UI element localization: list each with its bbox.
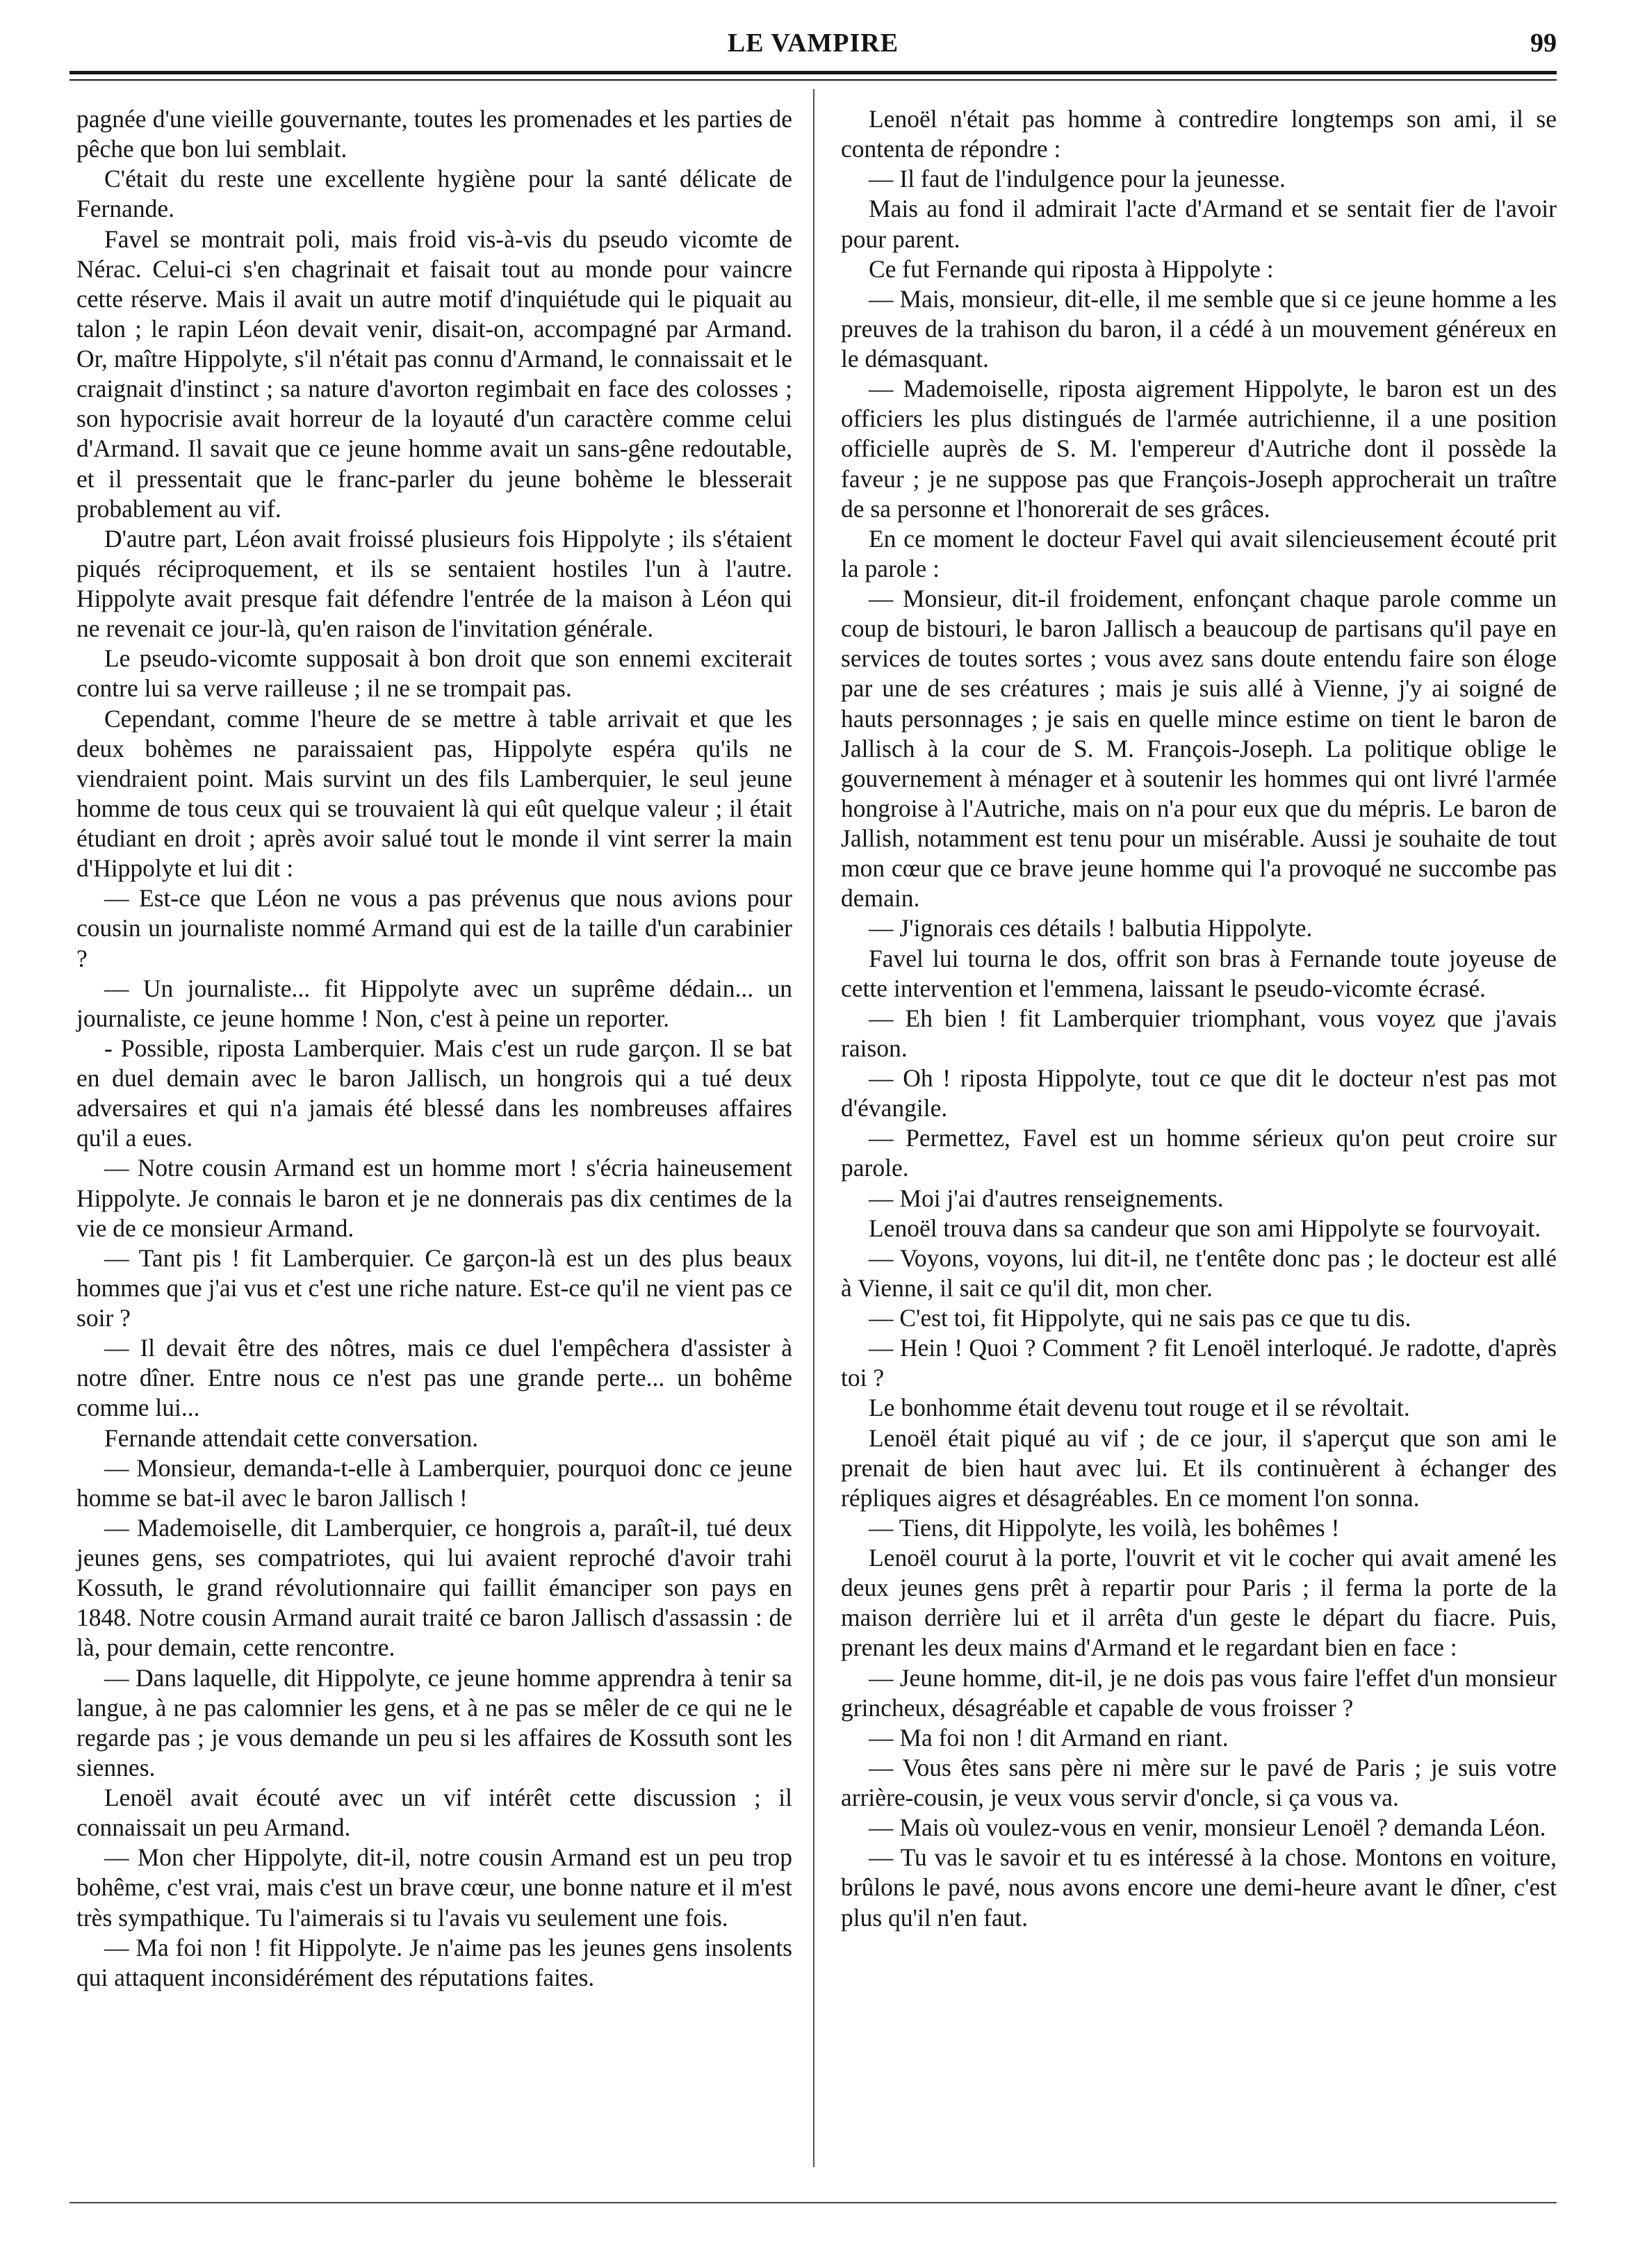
paragraph: — Jeune homme, dit-il, je ne dois pas vous faire l'effet d'un monsieur grincheux, désagréable et capable de vous froisser ? xyxy=(841,1663,1557,1722)
paragraph: Lenoël n'était pas homme à contredire longtemps son ami, il se contenta de répondre : xyxy=(841,105,1557,163)
paragraph: — Vous êtes sans père ni mère sur le pavé de Paris ; je suis votre arrière-cousin, je veux vous servir d'oncle, si ça vous va. xyxy=(841,1753,1557,1811)
paragraph: Favel lui tourna le dos, offrit son bras à Fernande toute joyeuse de cette intervention et l'emmena, laissant le pseudo-vicomte écrasé. xyxy=(841,944,1557,1002)
paragraph: Le bonhomme était devenu tout rouge et il se révoltait. xyxy=(869,1394,1410,1422)
paragraph: — Monsieur, demanda-t-elle à Lamberquier, pourquoi donc ce jeune homme se bat-il avec le baron Jallisch ! xyxy=(76,1453,792,1512)
paragraph: — Tu vas le savoir et tu es intéressé à la chose. Montons en voiture, brûlons le pavé, nous avons encore une demi-heure avant le dîner, c'est plus qu'il n'en faut. xyxy=(841,1843,1557,1932)
header-rule-thin xyxy=(69,79,1557,81)
paragraph: Lenoël était piqué au vif ; de ce jour, il s'aperçut que son ami le prenait de bien haut avec lui. Et ils continuèrent à échanger des répliques aigres et désagréables. En ce moment l'on sonna. xyxy=(841,1423,1557,1512)
paragraph: — Voyons, voyons, lui dit-il, ne t'entête donc pas ; le docteur est allé à Vienne, il sait ce qu'il dit, mon cher. xyxy=(841,1243,1557,1302)
paragraph: — Mademoiselle, dit Lamberquier, ce hongrois a, paraît-il, tué deux jeunes gens, ses compatriotes, qui lui avaient reproché d'avoir trahi Kossuth, le grand révolutionnaire qui faillit émanciper son pays en 1848. Notre cousin Armand aurait traité ce baron Jallisch d'assassin : de là, pour demain, cette rencontre. xyxy=(76,1513,792,1662)
paragraph: — Ma foi non ! fit Hippolyte. Je n'aime pas les jeunes gens insolents qui attaquent inconsidérément des réputations faites. xyxy=(76,1933,792,1991)
paragraph: — Il faut de l'indulgence pour la jeunesse. xyxy=(869,165,1286,193)
paragraph: pagnée d'une vieille gouvernante, toutes les promenades et les parties de pêche que bon lui semblait. xyxy=(76,105,792,163)
paragraph: — C'est toi, fit Hippolyte, qui ne sais pas ce que tu dis. xyxy=(869,1304,1411,1332)
paragraph: En ce moment le docteur Favel qui avait silencieusement écouté prit la parole : xyxy=(841,524,1557,582)
paragraph: Fernande attendait cette conversation. xyxy=(104,1423,479,1452)
paragraph: — Permettez, Favel est un homme sérieux qu'on peut croire sur parole. xyxy=(841,1124,1557,1182)
paragraph: Lenoël trouva dans sa candeur que son ami Hippolyte se fourvoyait. xyxy=(869,1214,1541,1242)
paragraph: — Est-ce que Léon ne vous a pas prévenus que nous avions pour cousin un journaliste nommé Armand qui est de la taille d'un carabinier ? xyxy=(76,884,792,972)
paragraph: — Dans laquelle, dit Hippolyte, ce jeune homme apprendra à tenir sa langue, à ne pas calomnier les gens, et à ne pas se mêler de ce qui ne le regarde pas ; je vous demande un peu si les affaires de Kossuth sont les siennes. xyxy=(76,1663,792,1781)
paragraph: — Mademoiselle, riposta aigrement Hippolyte, le baron est un des officiers les plus distingués de l'armée autrichienne, il a une position officielle auprès de S. M. l'empereur d'Autriche dont il possède la faveur ; je ne suppose pas que François-Joseph approcherait un traître de sa personne et l'honorerait de ses grâces. xyxy=(841,375,1557,523)
paragraph: — Mais, monsieur, dit-elle, il me semble que si ce jeune homme a les preuves de la trahison du baron, il a cédé à un mouvement généreux en le démasquant. xyxy=(841,284,1557,373)
running-title: LE VAMPIRE xyxy=(727,28,899,58)
paragraph: C'était du reste une excellente hygiène pour la santé délicate de Fernande. xyxy=(76,165,792,223)
paragraph: Favel se montrait poli, mais froid vis-à-vis du pseudo vicomte de Nérac. Celui-ci s'en chagrinait et faisait tout au monde pour vaincre cette réserve. Mais il avait un autre motif d'inquiétude qui le piquait au talon ; le rapin Léon devait venir, disait-on, accompagné par Armand. Or, maître Hippolyte, s'il n'était pas connu d'Armand, le connaissait et le craignait d'instinct ; sa nature d'avorton regimbait en face des colosses ; son hypocrisie avait horreur de la loyauté d'un caractère comme celui d'Armand. Il savait que ce jeune homme avait un sans-gêne redoutable, et il pressentait que le franc-parler du jeune bohème le blesserait probablement au vif. xyxy=(76,225,792,523)
paragraph: — Ma foi non ! dit Armand en riant. xyxy=(869,1723,1229,1752)
paragraph: — Monsieur, dit-il froidement, enfonçant chaque parole comme un coup de bistouri, le baron Jallisch a beaucoup de partisans qu'il paye en services de toutes sortes ; vous avez sans doute entendu faire son éloge par une de ses créatures ; mais je suis allé à Vienne, j'y ai soigné de hauts personnages ; je sais en quelle mince estime on tient le baron de Jallisch à la cour de S. M. François-Joseph. La politique oblige le gouvernement à ménager et à soutenir les hommes qui ont livré l'armée hongroise à l'Autriche, mais on n'a pour eux que du mépris. Le baron de Jallish, notamment est tenu pour un misérable. Aussi je souhaite de tout mon cœur que ce brave jeune homme qui l'a provoqué ne succombe pas demain. xyxy=(841,585,1557,913)
paragraph: — Un journaliste... fit Hippolyte avec un suprême dédain... un journaliste, ce jeune homme ! Non, c'est à peine un reporter. xyxy=(76,974,792,1032)
column-divider xyxy=(813,89,814,2167)
paragraph: — Eh bien ! fit Lamberquier triomphant, vous voyez que j'avais raison. xyxy=(841,1004,1557,1062)
paragraph: — Tiens, dit Hippolyte, les voilà, les bohêmes ! xyxy=(869,1513,1340,1542)
paragraph: — Mais où voulez-vous en venir, monsieur Lenoël ? demanda Léon. xyxy=(869,1813,1546,1842)
paragraph: Lenoël avait écouté avec un vif intérêt cette discussion ; il connaissait un peu Armand. xyxy=(76,1784,792,1842)
paragraph: - Possible, riposta Lamberquier. Mais c'est un rude garçon. Il se bat en duel demain avec le baron Jallisch, un hongrois qui a tué deux adversaires et qui n'a jamais été blessé dans les nombreuses affaires qu'il a eues. xyxy=(76,1034,792,1152)
left-column xyxy=(76,104,792,1993)
paragraph: — J'ignorais ces détails ! balbutia Hippolyte. xyxy=(869,914,1313,943)
paragraph: — Tant pis ! fit Lamberquier. Ce garçon-là est un des plus beaux hommes que j'ai vus et c'est une riche nature. Est-ce qu'il ne vient pas ce soir ? xyxy=(76,1243,792,1332)
paragraph: — Il devait être des nôtres, mais ce duel l'empêchera d'assister à notre dîner. Entre nous ce n'est pas une grande perte... un bohême comme lui... xyxy=(76,1334,792,1422)
paragraph: Ce fut Fernande qui riposta à Hippolyte : xyxy=(869,254,1274,283)
paragraph: — Hein ! Quoi ? Comment ? fit Lenoël interloqué. Je radotte, d'après toi ? xyxy=(841,1334,1557,1392)
paragraph: Lenoël courut à la porte, l'ouvrit et vit le cocher qui avait amené les deux jeunes gens prêt à repartir pour Paris ; il ferma la porte de la maison derrière lui et il arrêta d'un geste le départ du fiacre. Puis, prenant les deux mains d'Armand et le regardant bien en face : xyxy=(841,1544,1557,1662)
paragraph: Le pseudo-vicomte supposait à bon droit que son ennemi exciterait contre lui sa verve railleuse ; il ne se trompait pas. xyxy=(76,644,792,703)
paragraph: — Oh ! riposta Hippolyte, tout ce que dit le docteur n'est pas mot d'évangile. xyxy=(841,1064,1557,1123)
page-number: 99 xyxy=(1530,28,1557,58)
paragraph: Cependant, comme l'heure de se mettre à table arrivait et que les deux bohèmes ne paraissaient pas, Hippolyte espéra qu'ils ne viendraient point. Mais survint un des fils Lamberquier, le seul jeune homme de tous ceux qui se trouvaient là qui eût quelque valeur ; il était étudiant en droit ; après avoir salué tout le monde il vint serrer la main d'Hippolyte et lui dit : xyxy=(76,704,792,883)
header-rule-thick xyxy=(69,71,1557,74)
running-head xyxy=(69,28,1557,67)
right-column xyxy=(841,104,1557,1933)
paragraph: — Mon cher Hippolyte, dit-il, notre cousin Armand est un peu trop bohême, c'est vrai, mais c'est un brave cœur, une bonne nature et il m'est très sympathique. Tu l'aimerais si tu l'avais vu seulement une fois. xyxy=(76,1843,792,1932)
paragraph: Mais au fond il admirait l'acte d'Armand et se sentait fier de l'avoir pour parent. xyxy=(841,195,1557,253)
paragraph: D'autre part, Léon avait froissé plusieurs fois Hippolyte ; ils s'étaient piqués réciproquement, et ils se sentaient hostiles l'un à l'autre. Hippolyte avait presque fait défendre l'entrée de la maison à Léon qui ne revenait ce jour-là, qu'en raison de l'invitation générale. xyxy=(76,524,792,643)
footer-rule xyxy=(69,2202,1557,2203)
paragraph: — Notre cousin Armand est un homme mort ! s'écria haineusement Hippolyte. Je connais le baron et je ne donnerais pas dix centimes de la vie de ce monsieur Armand. xyxy=(76,1154,792,1242)
paragraph: — Moi j'ai d'autres renseignements. xyxy=(869,1184,1224,1212)
